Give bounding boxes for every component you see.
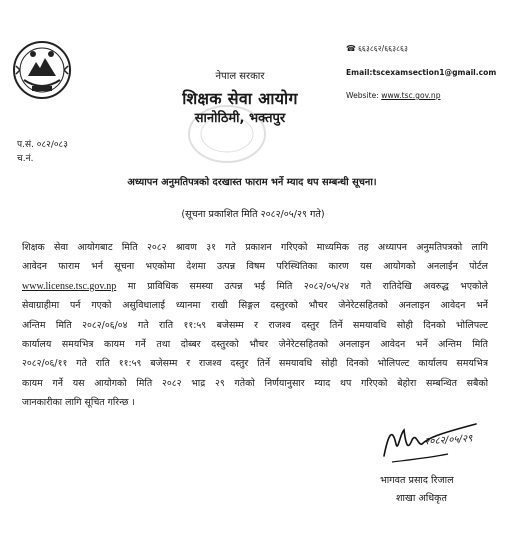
- phone-numbers: ६६३८६२/६६३८६३: [357, 44, 408, 53]
- government-name: नेपाल सरकार: [215, 71, 265, 82]
- organization-location: सानोठिमी, भक्तपुर: [194, 111, 286, 126]
- office-stamp: [182, 100, 272, 168]
- notice-body: [22, 238, 488, 413]
- nepal-emblem-logo: [12, 40, 72, 100]
- signatory-name: भागवत प्रसाद रिजाल: [380, 475, 454, 486]
- body-line: [22, 277, 488, 296]
- body-line: जानकारीका लागि सूचित गरिन्छ ।: [22, 397, 135, 409]
- notice-subject: अध्यापन अनुमतिपत्रको दरखास्त फाराम भर्ने म्याद थप सम्बन्धी सूचना।: [127, 177, 377, 188]
- portal-link[interactable]: www.license.tsc.gov.np: [22, 280, 117, 292]
- email-address: Email:tscexamsection1@gmail.com: [346, 68, 497, 77]
- body-line: २०८२/०६/११ गते राति ११:५९ बजेसम्म र राजश्व दस्तुर तिर्ने समयावधि सोही दिनको भोलिपल्ट कार्यालय समयभित्र: [22, 358, 488, 370]
- body-line: आवेदन फाराम भर्न सूचना भएकोमा देशमा उत्पन्न विषम परिस्थितिका कारण यस आयोगको अनलाईन पोर्टल: [22, 261, 488, 273]
- reference-block: [17, 138, 68, 166]
- body-line: सेवाग्राहीमा पर्न गएको असुविधालाई ध्यानमा राखी सिङ्गल दस्तुरको भौचर जेनेरेटसहितको अनलाइन आवेदन भर्ने: [22, 300, 488, 312]
- publication-date: (सूचना प्रकाशित मिति २०८२/०५/२९ गते): [181, 209, 325, 220]
- signature-date: २०८२/०५/२९: [423, 433, 473, 448]
- body-line: कार्यालय समयभित्र कायम गर्ने तथा दोब्बर दस्तुरको भौचर जेनेरेटसहितको अनलाइन आवेदन भर्ने अन्तिम मिति: [22, 338, 488, 350]
- signatory-title: शाखा अधिकृत: [396, 493, 447, 504]
- website-row: [346, 91, 496, 101]
- body-line: कायम गर्ने यस आयोगको मिति २०८२ भाद्र २९ गतेको निर्णयानुसार म्याद थप गरिएको बेहोरा सम्बन्धित सबैको: [22, 377, 488, 389]
- website-link[interactable]: www.tsc.gov.np: [381, 91, 441, 100]
- website-label: Website:: [346, 91, 379, 100]
- dispatch-number: च.नं.: [17, 154, 34, 164]
- contact-info: [346, 44, 496, 101]
- letter-number: प.सं. ०८२/०८३: [17, 140, 68, 150]
- body-line-text: मा प्राविधिक समस्या उत्पन्न भई मिति २०८२/०५/२४ गते रातिदेखि अवरुद्ध भएकोले: [127, 280, 488, 292]
- body-line: अन्तिम मिति २०८२/०६/०४ गते राति ११:५९ बजेसम्म र राजश्व दस्तुर तिर्ने समयावधि सोही दिनको भोलिपल्ट: [22, 319, 488, 331]
- organization-name: शिक्षक सेवा आयोग: [182, 89, 298, 108]
- body-line: शिक्षक सेवा आयोगबाट मिति २०८२ श्रावण ३१ गते प्रकाशन गरिएको माध्यमिक तह अध्यापन अनुमतिपत्रको लागि: [22, 242, 488, 253]
- phone-icon: ☎: [346, 44, 356, 53]
- phone-row: [346, 44, 496, 54]
